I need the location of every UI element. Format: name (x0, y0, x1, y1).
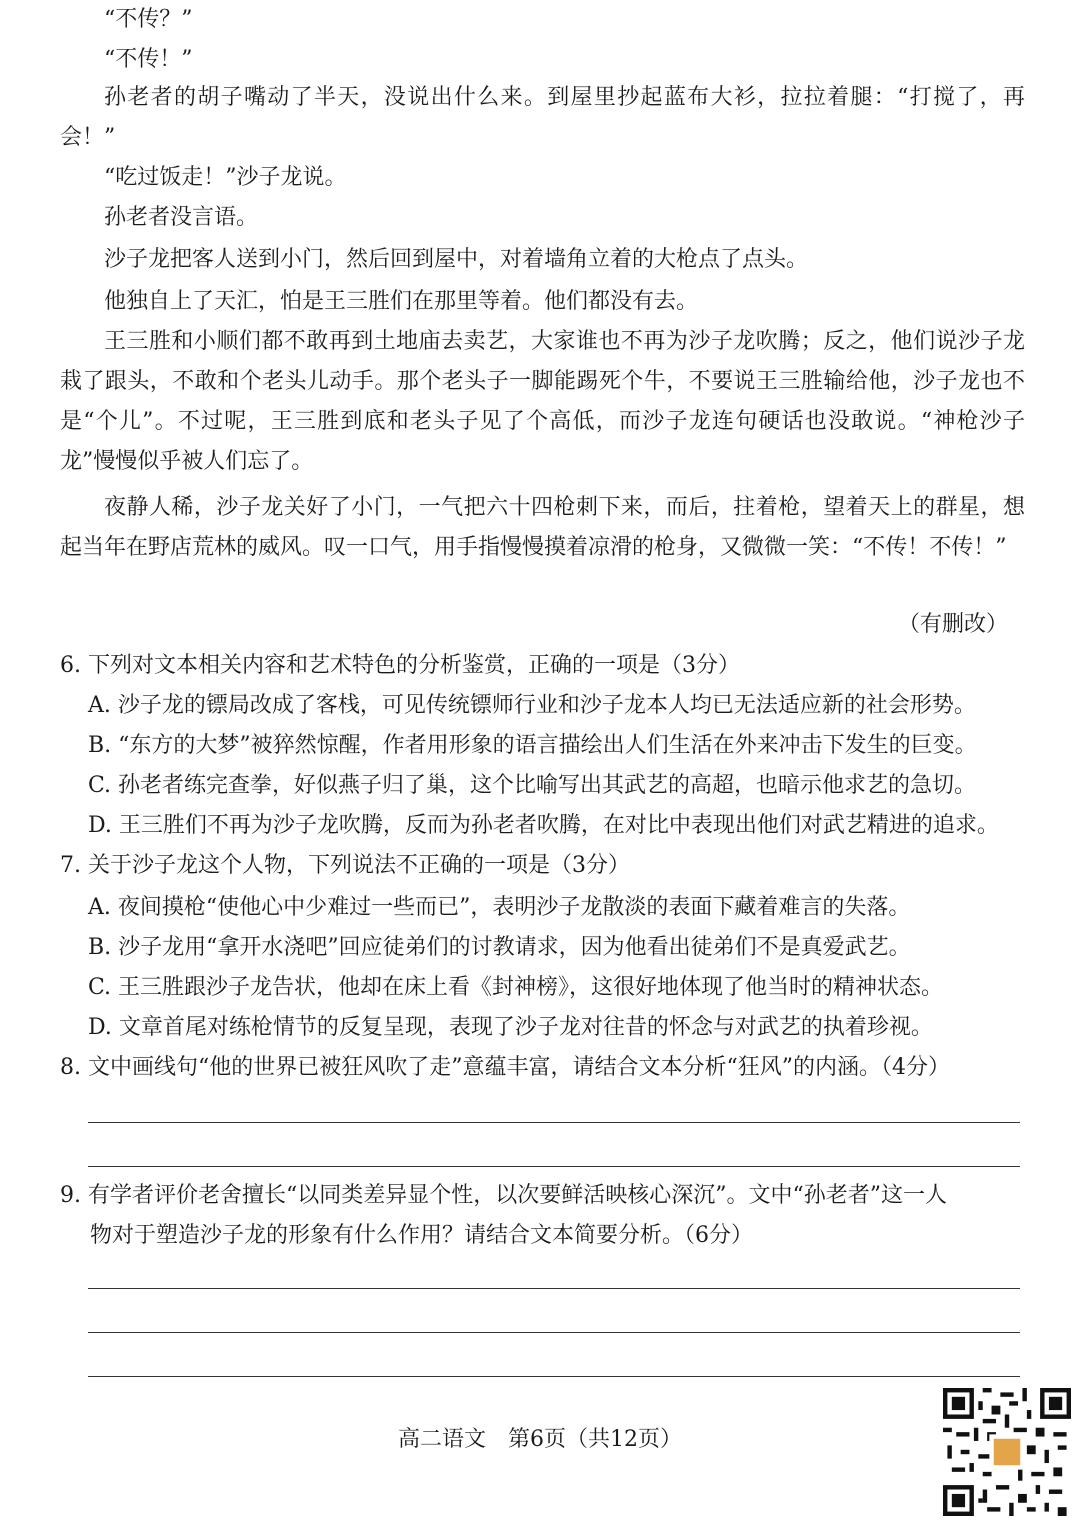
question-6-option-b: B. “东方的大梦”被猝然惊醒，作者用形象的语言描绘出人们生活在外来冲击下发生的巨变。 (88, 733, 977, 758)
answer-line[interactable] (88, 1332, 1020, 1333)
question-6-stem: 6. 下列对文本相关内容和艺术特色的分析鉴赏，正确的一项是（3分） (60, 653, 740, 678)
question-9-stem (60, 1176, 1030, 1256)
answer-line[interactable] (88, 1122, 1020, 1123)
qr-code-icon (943, 1388, 1071, 1516)
passage-paragraph: 孙老者没言语。 (104, 205, 259, 230)
answer-line[interactable] (88, 1376, 1020, 1377)
question-7-option-d: D. 文章首尾对练枪情节的反复呈现，表现了沙子龙对往昔的怀念与对武艺的执着珍视。 (88, 1015, 933, 1040)
passage-paragraph: 孙老者的胡子嘴动了半天，没说出什么来。到屋里抄起蓝布大衫，拉拉着腿：“打搅了，再会！” (60, 85, 1026, 150)
question-6-option-c: C. 孙老者练完查拳，好似燕子归了巢，这个比喻写出其武艺的高超，也暗示他求艺的急切。 (88, 773, 977, 798)
question-6-option-a: A. 沙子龙的镖局改成了客栈，可见传统镖师行业和沙子龙本人均已无法适应新的社会形势。 (88, 693, 976, 718)
passage-paragraph: 沙子龙把客人送到小门，然后回到屋中，对着墙角立着的大枪点了点头。 (104, 247, 809, 272)
question-6-option-d: D. 王三胜们不再为沙子龙吹腾，反而为孙老者吹腾，在对比中表现出他们对武艺精进的追求。 (88, 813, 999, 838)
question-9-stem-line2: 物对于塑造沙子龙的形象有什么作用？请结合文本简要分析。（6分） (90, 1223, 753, 1248)
passage-paragraph: “不传！” (104, 47, 193, 72)
question-7-option-c: C. 王三胜跟沙子龙告状，他却在床上看《封神榜》，这很好地体现了他当时的精神状态。 (88, 975, 944, 1000)
passage-paragraph: 王三胜和小顺们都不敢再到土地庙去卖艺，大家谁也不再为沙子龙吹腾；反之，他们说沙子龙栽了跟头，不敢和个老头儿动手。那个老头子一脚能踢死个牛，不要说王三胜输给他，沙子龙也不是“个儿”。不过呢，王三胜到底和老头子见了个高低，而沙子龙连句硬话也没敢说。“神枪沙子龙”慢慢似乎被人们忘了。 (60, 329, 1025, 474)
question-8-stem: 8. 文中画线句“他的世界已被狂风吹了走”意蕴丰富，请结合文本分析“狂风”的内涵。（4分） (60, 1055, 950, 1080)
question-7-option-a: A. 夜间摸枪“使他心中少难过一些而已”，表明沙子龙散淡的表面下藏着难言的失落。 (88, 895, 911, 920)
passage-paragraph: 他独自上了天汇，怕是王三胜们在那里等着。他们都没有去。 (104, 289, 699, 314)
passage-paragraph: “吃过饭走！”沙子龙说。 (104, 165, 347, 190)
question-9-stem-line1: 9. 有学者评价老舍擅长“以同类差异显个性，以次要鲜活映核心深沉”。文中“孙老者”这一人 (60, 1183, 947, 1208)
answer-line[interactable] (88, 1288, 1020, 1289)
question-7-stem: 7. 关于沙子龙这个人物，下列说法不正确的一项是（3分） (60, 853, 630, 878)
page-footer: 高二语文 第6页（共12页） (398, 1427, 682, 1452)
passage-paragraph: 夜静人稀，沙子龙关好了小门，一气把六十四枪刺下来，而后，拄着枪，望着天上的群星，想起当年在野店荒林的威风。叹一口气，用手指慢慢摸着凉滑的枪身，又微微一笑：“不传！不传！” (60, 495, 1025, 560)
source-note: （有删改） (897, 612, 1008, 637)
question-7-option-b: B. 沙子龙用“拿开水浇吧”回应徒弟们的讨教请求，因为他看出徒弟们不是真爱武艺。 (88, 935, 911, 960)
passage-paragraph: “不传？” (104, 7, 193, 32)
answer-line[interactable] (88, 1166, 1020, 1167)
